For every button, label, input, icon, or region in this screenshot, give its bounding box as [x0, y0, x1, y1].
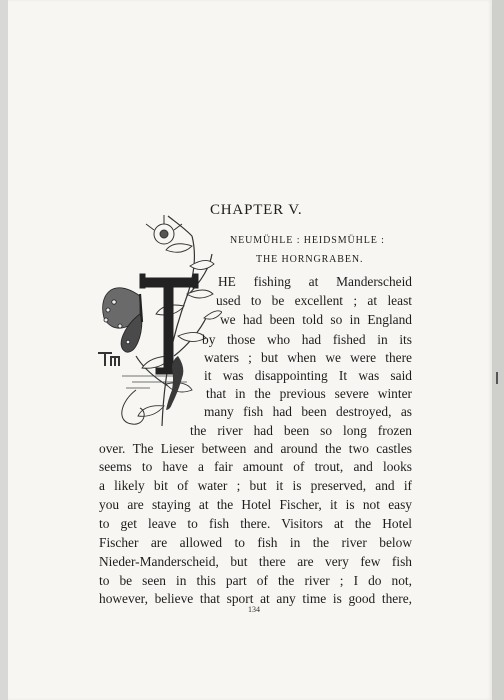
- body-line: we had been told so in England: [220, 312, 412, 327]
- monogram: [98, 352, 120, 366]
- body-line: to be seen in this part of the river ; I do not,: [99, 573, 412, 588]
- body-line: HE fishing at Manderscheid: [218, 274, 412, 289]
- body-line: however, believe that sport at any time is good there,: [99, 591, 412, 606]
- page-number: 134: [248, 605, 260, 614]
- body-line: Nieder-Manderscheid, but there are very few fish: [99, 554, 412, 569]
- body-line: to get leave to fish there. Visitors at the Hotel: [99, 516, 412, 531]
- body-line: you are staying at the Hotel Fischer, it is not easy: [99, 497, 412, 512]
- chapter-subtitle-line-2: THE HORNGRABEN.: [256, 254, 364, 265]
- body-line: used to be excellent ; at least: [216, 293, 412, 308]
- chapter-subtitle-line-1: NEUMÜHLE : HEIDSMÜHLE :: [230, 235, 385, 246]
- body-line: over. The Lieser between and around the two castles: [99, 441, 412, 456]
- body-line: by those who had fished in its: [202, 332, 412, 347]
- body-line: many fish had been destroyed, as: [204, 404, 412, 419]
- body-line: the river had been so long frozen: [190, 423, 412, 438]
- body-line: Fischer are allowed to fish in the river below: [99, 535, 412, 550]
- body-line: seems to have a fair amount of trout, and looks: [99, 459, 412, 474]
- chapter-title: CHAPTER V.: [210, 202, 303, 218]
- edge-mark: [496, 372, 498, 384]
- body-line: it was disappointing It was said: [204, 368, 412, 383]
- body-line: a likely bit of water ; but it is preserved, and if: [99, 478, 412, 493]
- drop-cap-illustration: [92, 206, 222, 434]
- body-line: that in the previous severe winter: [206, 386, 412, 401]
- body-line: waters ; but when we were there: [204, 350, 412, 365]
- page-edge: [492, 0, 504, 700]
